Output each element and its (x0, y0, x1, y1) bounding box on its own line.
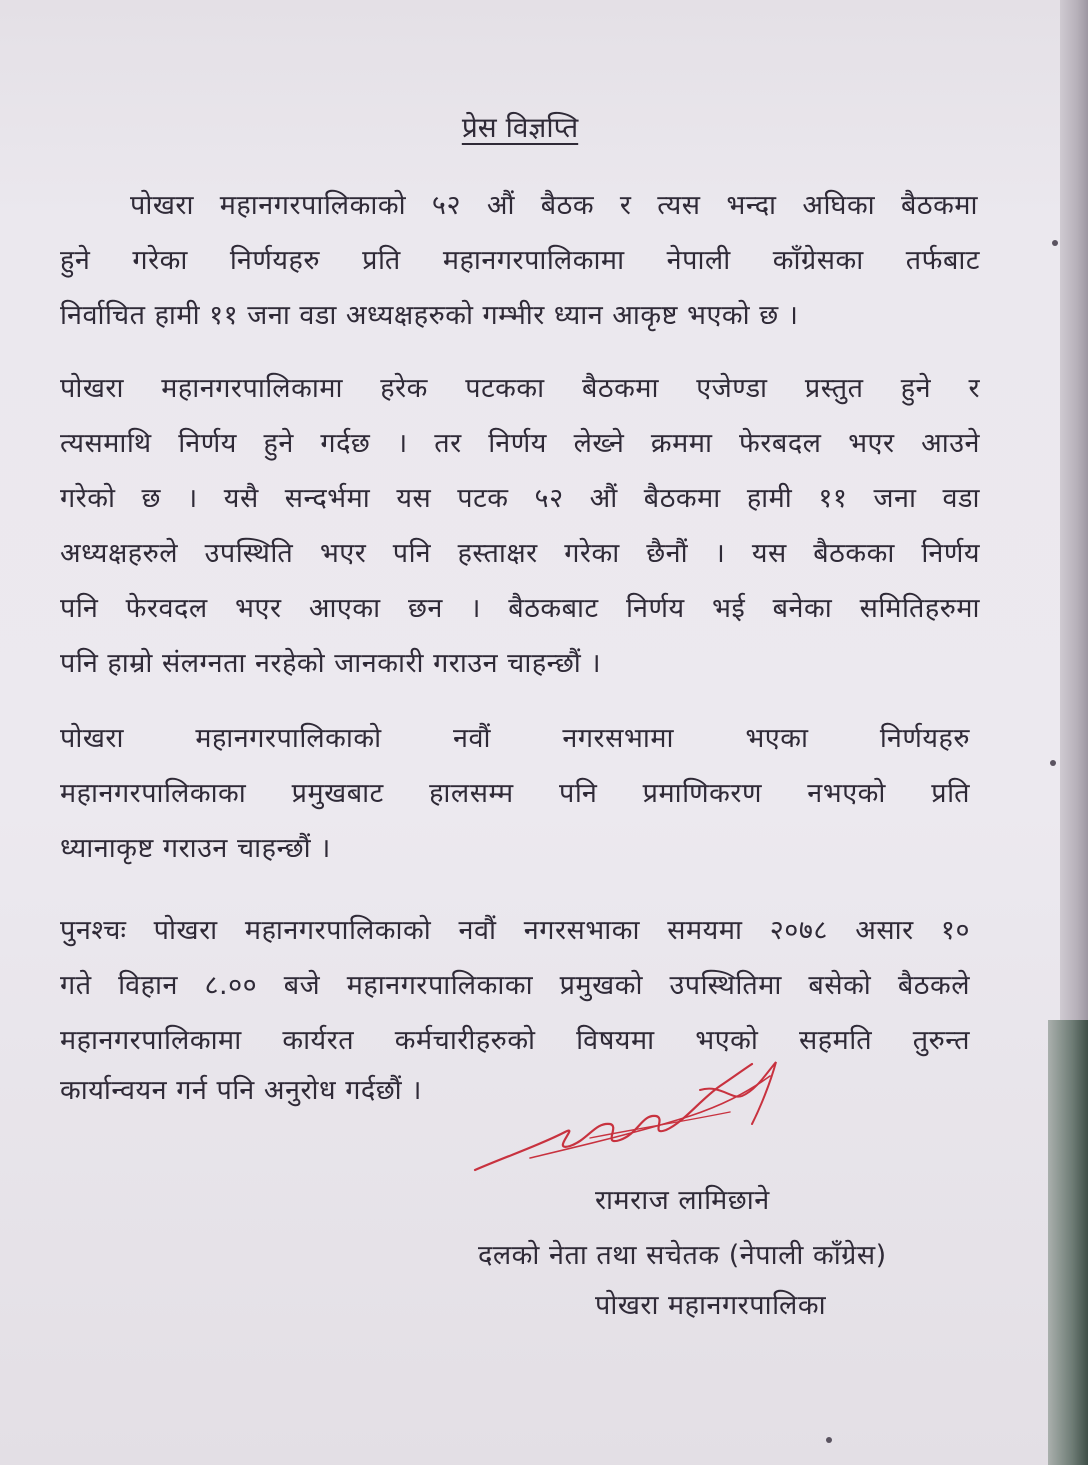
paragraph-1-line-2: हुने गरेका निर्णयहरु प्रति महानगरपालिकामा नेपाली काँग्रेसका तर्फबाट (60, 245, 980, 276)
paragraph-4-line-3: महानगरपालिकामा कार्यरत कर्मचारीहरुको विषयमा भएको सहमति तुरुन्त (60, 1025, 970, 1056)
paragraph-3-line-2: महानगरपालिकाका प्रमुखबाट हालसम्म पनि प्रमाणिकरण नभएको प्रति (60, 778, 970, 809)
paragraph-4-line-2: गते विहान ८.०० बजे महानगरपालिकाका प्रमुखको उपस्थितिमा बसेको बैठकले (60, 970, 970, 1001)
paragraph-2-line-4: अध्यक्षहरुले उपस्थिति भएर पनि हस्ताक्षर गरेका छैनौं । यस बैठकका निर्णय (60, 538, 980, 569)
paragraph-2-line-3: गरेको छ । यसै सन्दर्भमा यस पटक ५२ औं बैठकमा हामी ११ जना वडा (60, 483, 980, 514)
wall-background (1048, 1020, 1088, 1465)
signatory-name: रामराज लामिछाने (595, 1185, 770, 1216)
paragraph-2-line-6: पनि हाम्रो संलग्नता नरहेको जानकारी गराउन चाहन्छौं । (60, 648, 602, 679)
paragraph-4-line-1: पुनश्चः पोखरा महानगरपालिकाको नवौं नगरसभाका समयमा २०७८ असार १० (60, 915, 970, 946)
paragraph-4-line-4: कार्यान्वयन गर्न पनि अनुरोध गर्दछौं । (60, 1075, 422, 1106)
paragraph-2-line-2: त्यसमाथि निर्णय हुने गर्दछ । तर निर्णय लेख्ने क्रममा फेरबदल भएर आउने (60, 428, 980, 459)
paragraph-1-line-3: निर्वाचित हामी ११ जना वडा अध्यक्षहरुको गम्भीर ध्यान आकृष्ट भएको छ । (60, 300, 799, 331)
pin-hole (1050, 760, 1056, 766)
paragraph-2-line-5: पनि फेरवदल भएर आएका छन । बैठकबाट निर्णय भई बनेका समितिहरुमा (60, 593, 980, 624)
document-title: प्रेस विज्ञप्ति (461, 111, 579, 144)
pin-hole (826, 1437, 832, 1443)
paragraph-1-line-1: पोखरा महानगरपालिकाको ५२ औं बैठक र त्यस भन्दा अघिका बैठकमा (130, 190, 978, 221)
paragraph-2-line-1: पोखरा महानगरपालिकामा हरेक पटकका बैठकमा एजेण्डा प्रस्तुत हुने र (60, 373, 980, 404)
signatory-designation: दलको नेता तथा सचेतक (नेपाली काँग्रेस) (478, 1240, 887, 1271)
paragraph-3-line-1: पोखरा महानगरपालिकाको नवौं नगरसभामा भएका निर्णयहरु (60, 723, 970, 754)
handwritten-signature (470, 1050, 800, 1180)
signatory-office: पोखरा महानगरपालिका (595, 1290, 827, 1321)
pin-hole (1052, 240, 1058, 246)
paragraph-3-line-3: ध्यानाकृष्ट गराउन चाहन्छौं । (60, 833, 331, 864)
